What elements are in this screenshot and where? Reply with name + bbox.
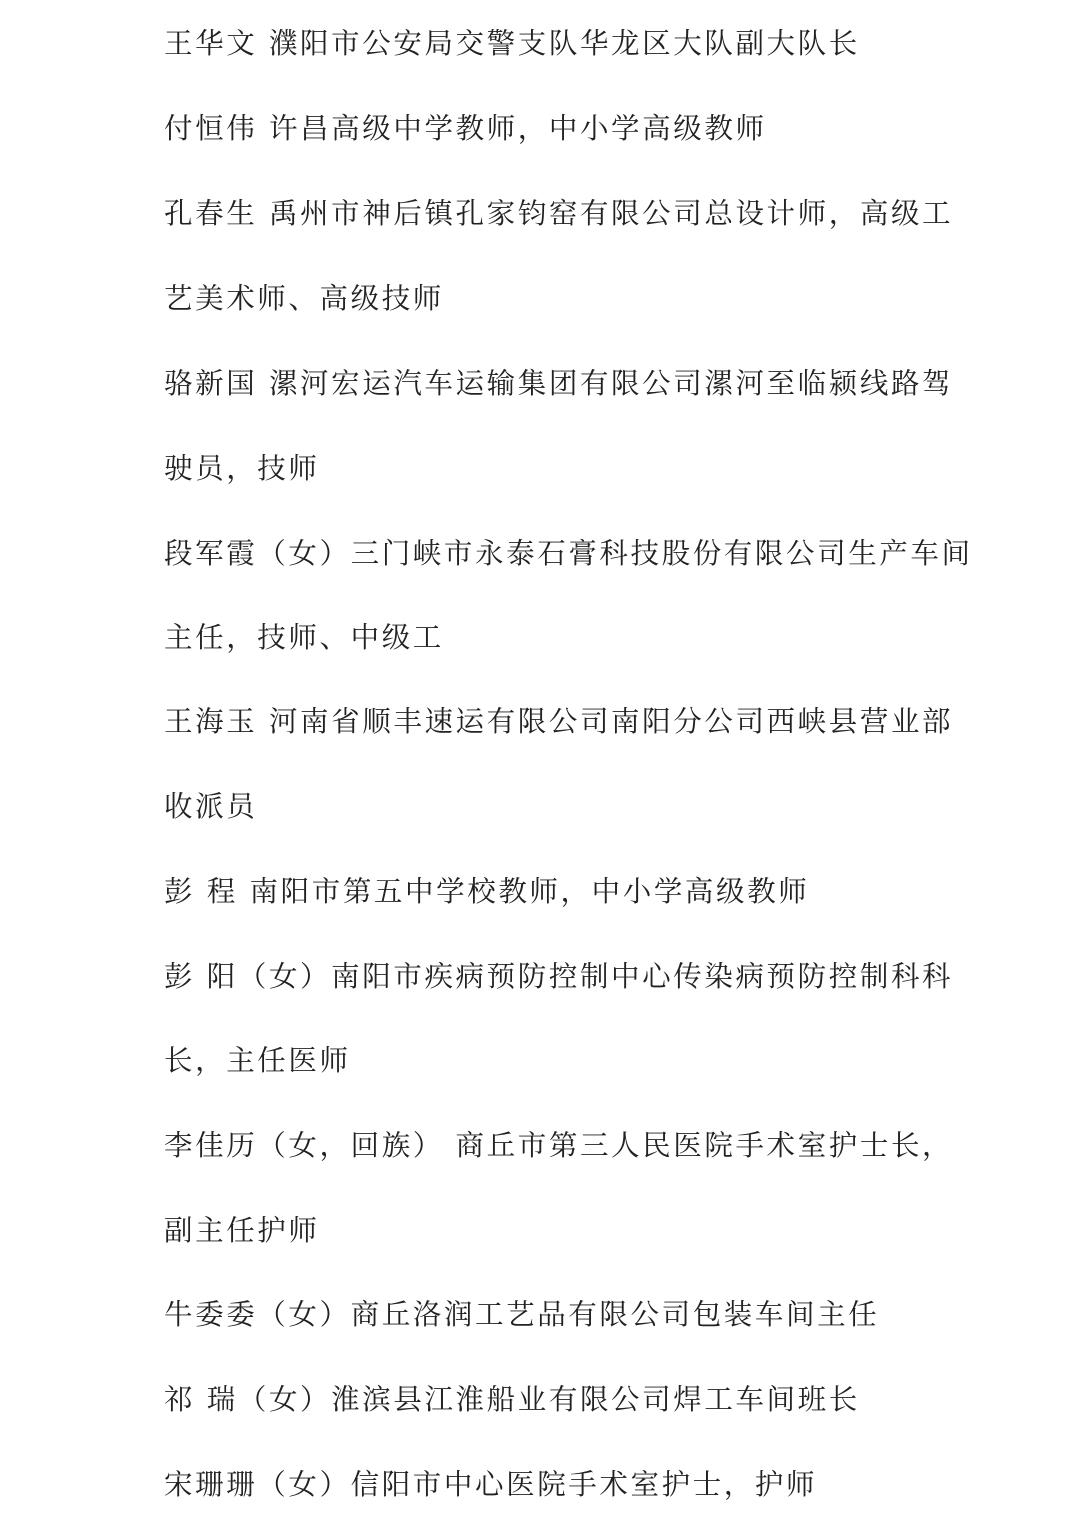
- text-line: 收派员: [164, 790, 258, 823]
- text-line: 彭 程 南阳市第五中学校教师，中小学高级教师: [164, 875, 810, 908]
- text-line: 主任，技师、中级工: [164, 621, 444, 654]
- text-line: 王海玉 河南省顺丰速运有限公司南阳分公司西峡县营业部: [164, 705, 954, 738]
- text-line: 李佳历（女，回族） 商丘市第三人民医院手术室护士长，: [164, 1129, 954, 1162]
- text-line: 长，主任医师: [164, 1044, 351, 1077]
- text-line: 副主任护师: [164, 1214, 320, 1247]
- text-line: 宋珊珊（女）信阳市中心医院手术室护士，护师: [164, 1468, 818, 1501]
- text-line: 艺美术师、高级技师: [164, 282, 444, 315]
- text-line: 段军霞（女）三门峡市永泰石膏科技股份有限公司生产车间: [164, 537, 973, 570]
- text-line: 骆新国 漯河宏运汽车运输集团有限公司漯河至临颍线路驾: [164, 367, 954, 400]
- text-line: 祁 瑞（女）淮滨县江淮船业有限公司焊工车间班长: [164, 1383, 860, 1416]
- text-line: 孔春生 禹州市神后镇孔家钧窑有限公司总设计师，高级工: [164, 197, 954, 230]
- text-line: 牛委委（女）商丘洛润工艺品有限公司包装车间主任: [164, 1298, 880, 1331]
- text-line: 彭 阳（女）南阳市疾病预防控制中心传染病预防控制科科: [164, 960, 954, 993]
- text-line: 王华文 濮阳市公安局交警支队华龙区大队副大队长: [164, 27, 860, 60]
- text-line: 付恒伟 许昌高级中学教师，中小学高级教师: [164, 112, 767, 145]
- text-line: 驶员，技师: [164, 452, 320, 485]
